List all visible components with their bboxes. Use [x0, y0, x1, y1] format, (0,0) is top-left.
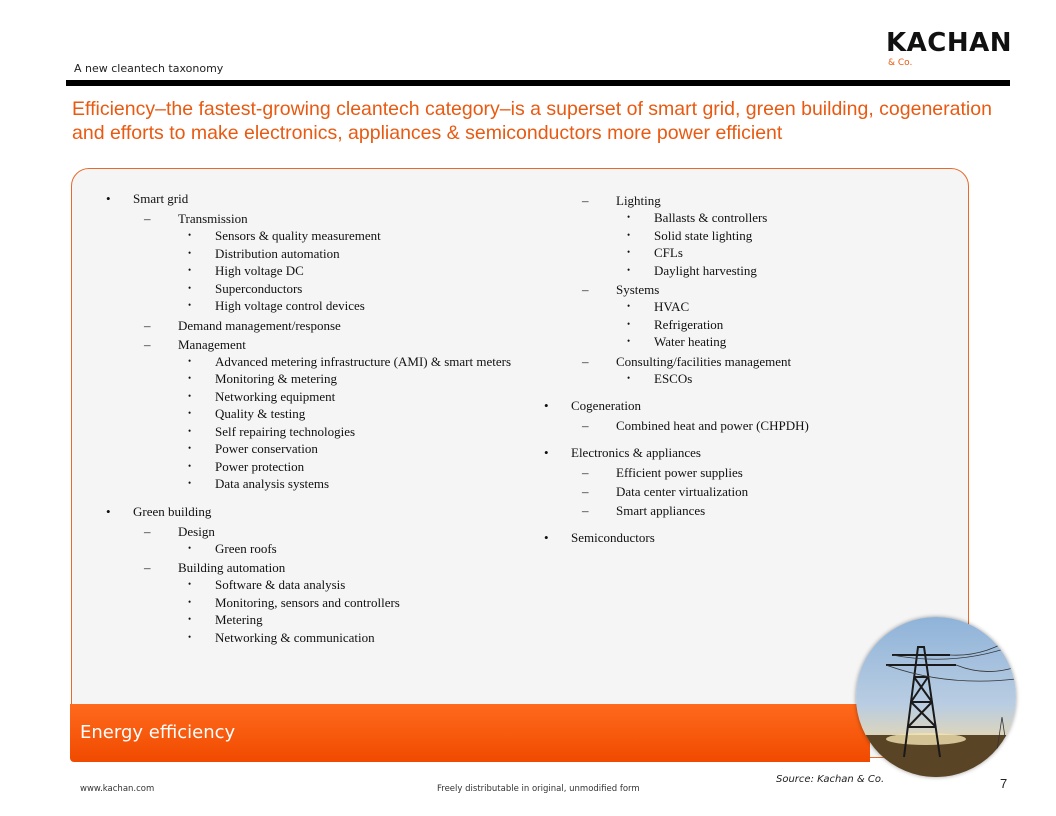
subcategory-item: [104, 523, 524, 540]
dash-marker: –: [144, 523, 151, 539]
list-spacer: [542, 519, 872, 529]
dash-marker: –: [582, 465, 589, 480]
technology-item: [104, 280, 524, 298]
kachan-logo: [886, 28, 1012, 68]
dash-marker: –: [144, 211, 151, 226]
bullet-marker: •: [627, 212, 631, 222]
subcategory-item: [542, 281, 872, 298]
bullet-marker: •: [188, 355, 192, 366]
technology-label: Networking & communication: [215, 629, 375, 645]
subcategory-label: Management: [178, 336, 246, 352]
technology-label: Monitoring, sensors and controllers: [215, 594, 400, 610]
subcategory-label: Transmission: [178, 211, 248, 226]
bullet-marker: •: [627, 336, 631, 346]
technology-item: [104, 611, 524, 629]
bullet-marker: •: [544, 530, 549, 545]
technology-item: [104, 458, 524, 476]
footer-website[interactable]: www.kachan.com: [80, 784, 155, 794]
technology-label: Self repairing technologies: [215, 423, 356, 439]
subcategory-item: [542, 502, 872, 519]
category-item: [104, 190, 524, 207]
technology-label: Quality & testing: [215, 406, 306, 421]
bullet-marker: •: [544, 398, 549, 413]
technology-item: [542, 316, 872, 334]
transmission-tower-photo: [856, 617, 1016, 777]
technology-label: Daylight harvesting: [654, 262, 757, 278]
category-label: Green building: [133, 503, 212, 519]
subcategory-label: Design: [178, 523, 215, 539]
technology-label: Superconductors: [215, 280, 303, 296]
technology-item: [542, 227, 872, 245]
right-taxonomy-column: [542, 190, 872, 549]
technology-item: [542, 209, 872, 227]
subcategory-label: Consulting/facilities management: [616, 353, 792, 369]
technology-label: Networking equipment: [215, 388, 336, 404]
subcategory-item: [104, 210, 524, 227]
technology-item: [104, 594, 524, 612]
subcategory-item: [542, 353, 872, 370]
bullet-marker: •: [188, 443, 192, 453]
bullet-marker: •: [188, 300, 192, 310]
bullet-marker: •: [188, 478, 192, 488]
technology-label: Metering: [215, 612, 263, 627]
technology-label: ESCOs: [654, 370, 693, 386]
technology-label: Data analysis systems: [215, 476, 330, 491]
technology-label: Solid state lighting: [654, 227, 753, 243]
bullet-marker: •: [188, 542, 192, 553]
technology-label: Advanced metering infrastructure (AMI) & smart meters: [215, 353, 512, 369]
bullet-marker: •: [188, 282, 192, 293]
category-label: Cogeneration: [571, 398, 642, 413]
technology-item: [104, 388, 524, 406]
bullet-marker: •: [106, 503, 111, 519]
subcategory-label: Combined heat and power (CHPDH): [616, 418, 809, 433]
technology-item: [542, 244, 872, 262]
technology-item: [542, 262, 872, 280]
technology-label: HVAC: [654, 299, 690, 314]
subcategory-label: Data center virtualization: [616, 484, 749, 499]
technology-label: Power conservation: [215, 441, 318, 456]
bullet-marker: •: [106, 191, 111, 206]
technology-item: [104, 297, 524, 315]
bullet-marker: •: [188, 247, 192, 258]
technology-item: [104, 405, 524, 423]
banner-label: Energy efficiency: [80, 722, 236, 743]
technology-label: CFLs: [654, 245, 683, 260]
technology-item: [104, 227, 524, 245]
subcategory-item: [542, 464, 872, 481]
subcategory-item: [104, 559, 524, 576]
transmission-tower-illustration: [856, 617, 1016, 777]
bullet-marker: •: [544, 445, 549, 460]
category-item: [542, 444, 872, 461]
bullet-marker: •: [627, 264, 631, 275]
subcategory-item: [542, 483, 872, 500]
subcategory-label: Smart appliances: [616, 503, 706, 518]
page-number: 7: [1000, 776, 1008, 791]
header-divider: [66, 80, 1010, 86]
subcategory-item: [104, 317, 524, 334]
technology-label: Distribution automation: [215, 245, 340, 261]
bullet-marker: •: [188, 614, 192, 624]
slide-headline: Efficiency–the fastest-growing cleantech category–is a superset of smart grid, green building, cogeneration and efforts to make electronics, appliances & semiconductors more power efficient: [72, 98, 992, 144]
subcategory-item: [542, 417, 872, 434]
list-spacer: [104, 493, 524, 503]
bullet-marker: •: [188, 373, 192, 383]
bullet-marker: •: [188, 230, 192, 240]
technology-label: High voltage DC: [215, 263, 304, 278]
technology-item: [104, 353, 524, 371]
logo-wordmark: KACHAN: [886, 28, 1012, 58]
bullet-marker: •: [188, 596, 192, 607]
dash-marker: –: [582, 503, 589, 518]
subcategory-label: Efficient power supplies: [616, 465, 743, 480]
category-label: Electronics & appliances: [571, 445, 701, 460]
dash-marker: –: [144, 560, 151, 575]
footer-notice: Freely distributable in original, unmodified form: [437, 784, 640, 794]
dash-marker: –: [582, 193, 589, 208]
technology-item: [104, 540, 524, 558]
technology-item: [104, 576, 524, 594]
list-spacer: [542, 434, 872, 444]
technology-label: Green roofs: [215, 540, 277, 556]
bullet-marker: •: [627, 229, 631, 240]
logo-subtext: & Co.: [888, 58, 913, 68]
bullet-marker: •: [188, 408, 192, 418]
technology-item: [104, 262, 524, 280]
technology-label: Monitoring & metering: [215, 371, 338, 386]
subcategory-label: Demand management/response: [178, 317, 341, 333]
subcategory-label: Building automation: [178, 560, 286, 575]
category-banner: [70, 704, 870, 762]
subcategory-item: [542, 192, 872, 209]
technology-label: Power protection: [215, 458, 305, 474]
technology-label: Sensors & quality measurement: [215, 228, 381, 243]
dash-marker: –: [144, 336, 151, 352]
category-label: Semiconductors: [571, 530, 655, 545]
dash-marker: –: [582, 418, 589, 433]
technology-item: [542, 333, 872, 351]
bullet-marker: •: [627, 372, 631, 383]
bullet-marker: •: [627, 318, 631, 329]
dash-marker: –: [582, 282, 589, 297]
subcategory-item: [104, 336, 524, 353]
technology-item: [542, 298, 872, 316]
dash-marker: –: [582, 484, 589, 499]
left-taxonomy-column: [104, 190, 524, 646]
technology-item: [104, 629, 524, 647]
technology-item: [542, 370, 872, 388]
technology-item: [104, 370, 524, 388]
technology-item: [104, 245, 524, 263]
subcategory-label: Lighting: [616, 193, 661, 208]
technology-item: [104, 475, 524, 493]
subcategory-label: Systems: [616, 282, 660, 297]
bullet-marker: •: [188, 425, 192, 436]
technology-item: [104, 440, 524, 458]
bullet-marker: •: [188, 579, 192, 589]
taxonomy-list: [542, 397, 872, 546]
technology-label: Ballasts & controllers: [654, 210, 768, 225]
dash-marker: –: [144, 317, 151, 333]
technology-label: Software & data analysis: [215, 577, 346, 592]
bullet-marker: •: [188, 390, 192, 401]
category-item: [542, 397, 872, 414]
bullet-marker: •: [627, 301, 631, 311]
continued-list: [542, 192, 872, 387]
category-item: [542, 529, 872, 546]
bullet-marker: •: [188, 631, 192, 642]
category-label: Smart grid: [133, 191, 189, 206]
taxonomy-list: [104, 190, 524, 646]
source-note: Source: Kachan & Co.: [776, 774, 885, 785]
technology-item: [104, 423, 524, 441]
technology-label: High voltage control devices: [215, 298, 365, 313]
bullet-marker: •: [188, 460, 192, 471]
category-item: [104, 503, 524, 520]
dash-marker: –: [582, 353, 589, 369]
section-label: A new cleantech taxonomy: [74, 62, 224, 75]
bullet-marker: •: [188, 265, 192, 275]
bullet-marker: •: [627, 247, 631, 257]
technology-label: Refrigeration: [654, 316, 724, 332]
list-spacer: [542, 387, 872, 397]
technology-label: Water heating: [654, 334, 727, 349]
